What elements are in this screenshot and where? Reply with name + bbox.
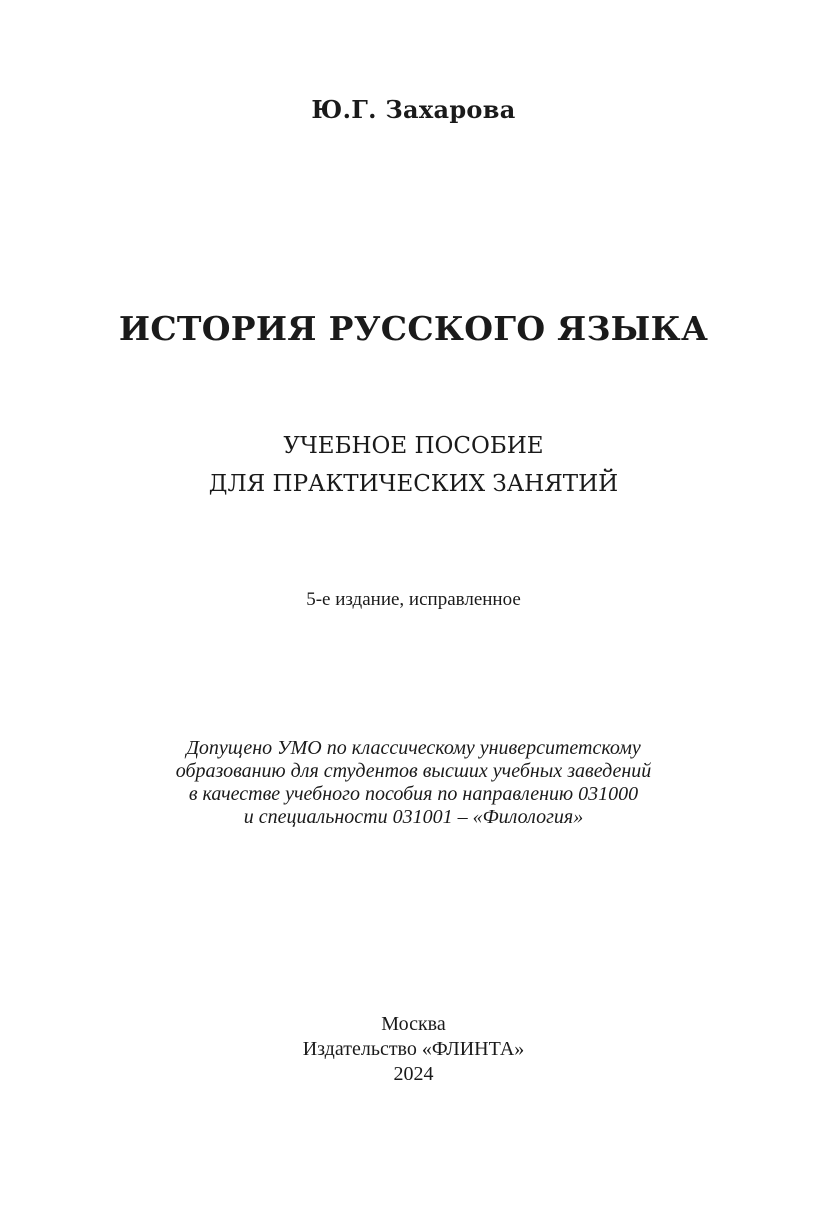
imprint-city: Москва [381, 1013, 446, 1035]
edition-note: 5-е издание, исправленное [306, 589, 521, 610]
approval-line-3: в качестве учебного пособия по направлению 031000 [188, 783, 639, 805]
approval-line-2: образованию для студентов высших учебных заведений [175, 760, 652, 782]
approval-line-4: и специальности 031001 – «Филология» [243, 806, 584, 828]
subtitle-line-2: ДЛЯ ПРАКТИЧЕСКИХ ЗАНЯТИЙ [208, 471, 619, 497]
imprint-year: 2024 [393, 1063, 434, 1085]
approval-statement [0, 737, 827, 829]
subtitle-line-1: УЧЕБНОЕ ПОСОБИЕ [283, 433, 544, 459]
author-name: Ю.Г. Захарова [311, 95, 516, 124]
publisher-imprint [0, 1012, 827, 1087]
book-subtitle [0, 427, 827, 503]
imprint-publisher: Издательство «ФЛИНТА» [302, 1038, 525, 1060]
book-title: ИСТОРИЯ РУССКОГО ЯЗЫКА [118, 309, 709, 348]
approval-line-1: Допущено УМО по классическому университетскому [186, 737, 641, 759]
